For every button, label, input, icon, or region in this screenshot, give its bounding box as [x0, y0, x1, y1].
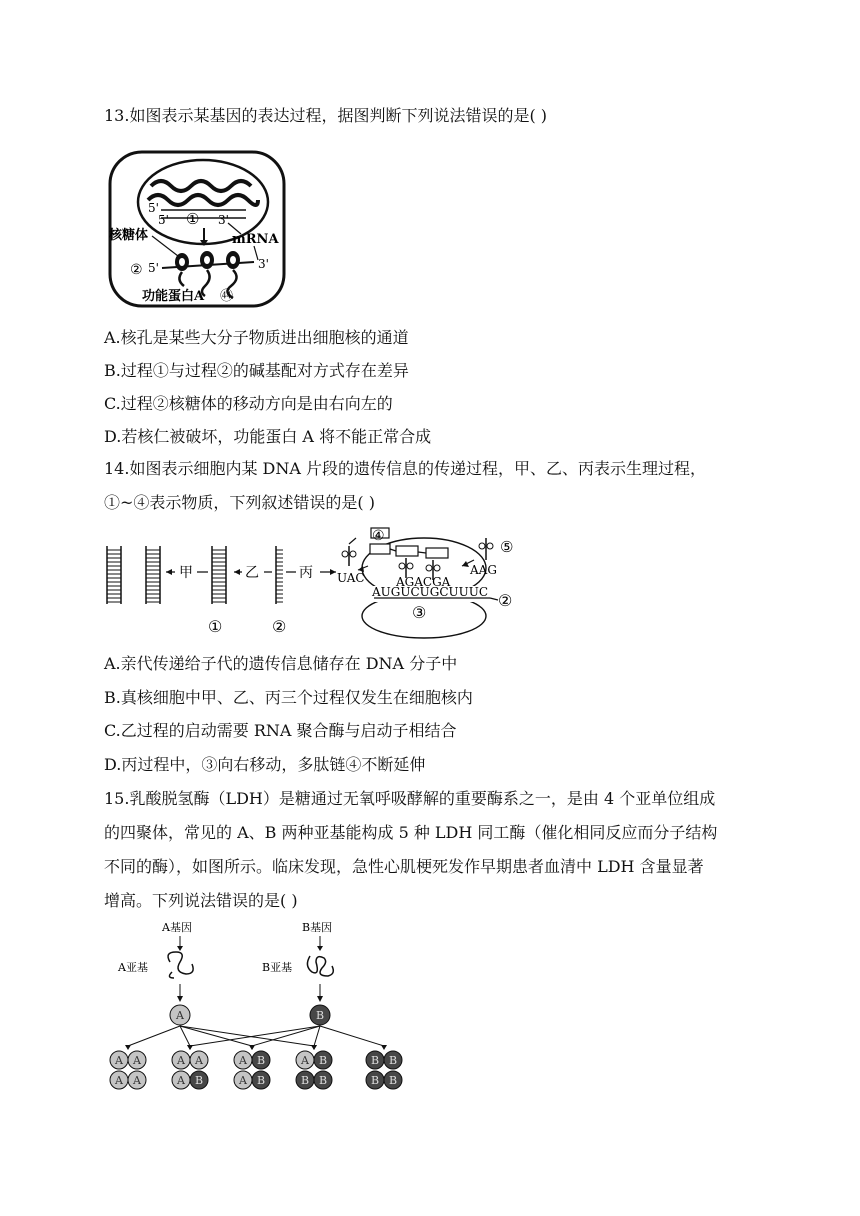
tetramer-subunit	[128, 1051, 146, 1069]
tetramer-subunit	[296, 1051, 314, 1069]
q14-stem-line2: ①~④表示物质，下列叙述错误的是( )	[104, 493, 375, 512]
q13-label-3prime-bottom: 3'	[258, 257, 269, 271]
q15-label-sub-b: B亚基	[262, 961, 293, 974]
q14-mrna-seq: AUGUCUGCUUUC	[372, 585, 489, 599]
svg-text:B: B	[388, 1054, 398, 1067]
svg-text:B: B	[388, 1074, 398, 1087]
q13-label-5prime-bottom: 5'	[148, 261, 159, 275]
tetramer-subunit	[296, 1071, 314, 1089]
tetramer-subunit	[172, 1051, 190, 1069]
svg-text:B: B	[370, 1074, 380, 1087]
q13-label-mrna: mRNA	[232, 232, 279, 247]
svg-text:A: A	[177, 1054, 185, 1067]
tetramer-subunit	[314, 1071, 332, 1089]
tetramer-subunit	[314, 1051, 332, 1069]
q14-stem-line1: 14.如图表示细胞内某 DNA 片段的遗传信息的传递过程，甲、乙、丙表示生理过程，	[104, 459, 707, 478]
q14-option-d: D.丙过程中，③向右移动，多肽链④不断延伸	[104, 755, 426, 774]
q15-stem-line1: 15.乳酸脱氢酶（LDH）是糖通过无氧呼吸酵解的重要酶系之一，是由 4 个亚单位组成	[104, 789, 716, 808]
svg-text:B: B	[300, 1074, 310, 1087]
svg-text:A: A	[115, 1054, 123, 1067]
dna-ladder-3	[212, 546, 226, 604]
tetramer-subunit	[384, 1071, 402, 1089]
tetramer-subunit	[110, 1071, 128, 1089]
svg-text:A: A	[133, 1054, 141, 1067]
svg-text:A: A	[301, 1054, 309, 1067]
q14-anticodon-mid: AGACGA	[396, 575, 451, 589]
q14-anticodon-left: UAC	[337, 571, 365, 585]
q13-label-protein: 功能蛋白A	[142, 289, 205, 304]
svg-text:A: A	[176, 1009, 184, 1022]
rna-strand	[276, 546, 283, 604]
q13-label-3prime-top: 3'	[218, 213, 229, 227]
tetramer-subunit	[110, 1051, 128, 1069]
q14-label-2-right: ②	[498, 591, 513, 610]
svg-text:B: B	[370, 1054, 380, 1067]
q13-label-step1-text: ①	[186, 210, 200, 228]
q13-option-b: B.过程①与过程②的碱基配对方式存在差异	[104, 361, 409, 380]
q14-label-4: ④	[372, 528, 385, 544]
tetramer-subunit	[384, 1051, 402, 1069]
svg-text:B: B	[318, 1054, 328, 1067]
svg-text:A: A	[115, 1074, 123, 1087]
q13-label-ribosome: 核糖体	[109, 228, 149, 243]
q15-ldh-isoenzyme-figure	[104, 914, 420, 1100]
svg-text:B: B	[194, 1074, 204, 1087]
q14-label-2-left: ②	[272, 617, 287, 636]
q13-label-protein-mark: ㊹	[220, 289, 234, 304]
q14-label-1: ①	[208, 617, 223, 636]
q14-label-3: ③	[412, 603, 427, 622]
dna-ladder-2	[146, 546, 160, 604]
tetramer-subunit	[252, 1071, 270, 1089]
svg-text:A: A	[239, 1054, 247, 1067]
subunit-b-node	[310, 1005, 330, 1025]
trna-icon	[342, 538, 356, 566]
tetramer-subunit	[234, 1071, 252, 1089]
q13-stem: 13.如图表示某基因的表达过程，据图判断下列说法错误的是( )	[104, 106, 548, 125]
q14-option-c: C.乙过程的启动需要 RNA 聚合酶与启动子相结合	[104, 721, 457, 740]
svg-text:A: A	[239, 1074, 247, 1087]
q13-option-d: D.若核仁被破坏，功能蛋白 A 将不能正常合成	[104, 427, 432, 446]
svg-text:A: A	[195, 1054, 203, 1067]
q14-option-b: B.真核细胞中甲、乙、丙三个过程仅发生在细胞核内	[104, 688, 473, 707]
svg-text:B: B	[315, 1009, 325, 1022]
q15-stem-line3: 不同的酶），如图所示。临床发现，急性心肌梗死发作早期患者血清中 LDH 含量显著	[104, 857, 704, 876]
q14-label-bing: 丙	[299, 565, 313, 581]
q14-anticodon-right: AAG	[470, 563, 497, 577]
q13-label-step2: ②	[130, 262, 143, 278]
svg-text:B: B	[256, 1054, 266, 1067]
tetramer-subunit	[234, 1051, 252, 1069]
tetramer-subunit	[190, 1051, 208, 1069]
polypeptide-b-icon	[307, 956, 333, 976]
polypeptide-a-icon	[168, 952, 193, 978]
q15-label-gene-b: B基因	[302, 921, 333, 934]
q14-option-a: A.亲代传递给子代的遗传信息储存在 DNA 分子中	[104, 654, 458, 673]
tetramer-subunit	[366, 1051, 384, 1069]
q15-stem-line2: 的四聚体，常见的 A、B 两种亚基能构成 5 种 LDH 同工酶（催化相同反应而分子结构	[104, 823, 718, 842]
q14-label-5: ⑤	[500, 538, 514, 556]
q14-label-yi: 乙	[245, 565, 259, 581]
q15-label-gene-a: A基因	[162, 921, 192, 934]
q14-label-jia: 甲	[179, 565, 193, 581]
tetramer-subunit	[172, 1071, 190, 1089]
tetramer-subunit	[190, 1071, 208, 1089]
q15-label-sub-a: A亚基	[118, 961, 148, 974]
svg-text:B: B	[318, 1074, 328, 1087]
svg-text:A: A	[177, 1074, 185, 1087]
q13-label-5prime-mid: 5'	[158, 213, 169, 227]
q13-gene-expression-figure	[106, 148, 288, 310]
q13-option-c: C.过程②核糖体的移动方向是由右向左的	[104, 394, 393, 413]
q13-option-a: A.核孔是某些大分子物质进出细胞核的通道	[104, 328, 409, 347]
dna-ladder-1	[107, 546, 121, 604]
q13-label-5prime-top: 5'	[148, 201, 159, 215]
q15-stem-line4: 增高。下列说法错误的是( )	[104, 891, 298, 910]
svg-text:B: B	[256, 1074, 266, 1087]
q14-information-flow-figure	[104, 524, 524, 640]
svg-text:A: A	[133, 1074, 141, 1087]
tetramer-subunit	[128, 1071, 146, 1089]
subunit-a-node	[170, 1005, 190, 1025]
tetramer-subunit	[252, 1051, 270, 1069]
tetramer-subunit	[366, 1071, 384, 1089]
ribosome-icon	[175, 253, 189, 286]
